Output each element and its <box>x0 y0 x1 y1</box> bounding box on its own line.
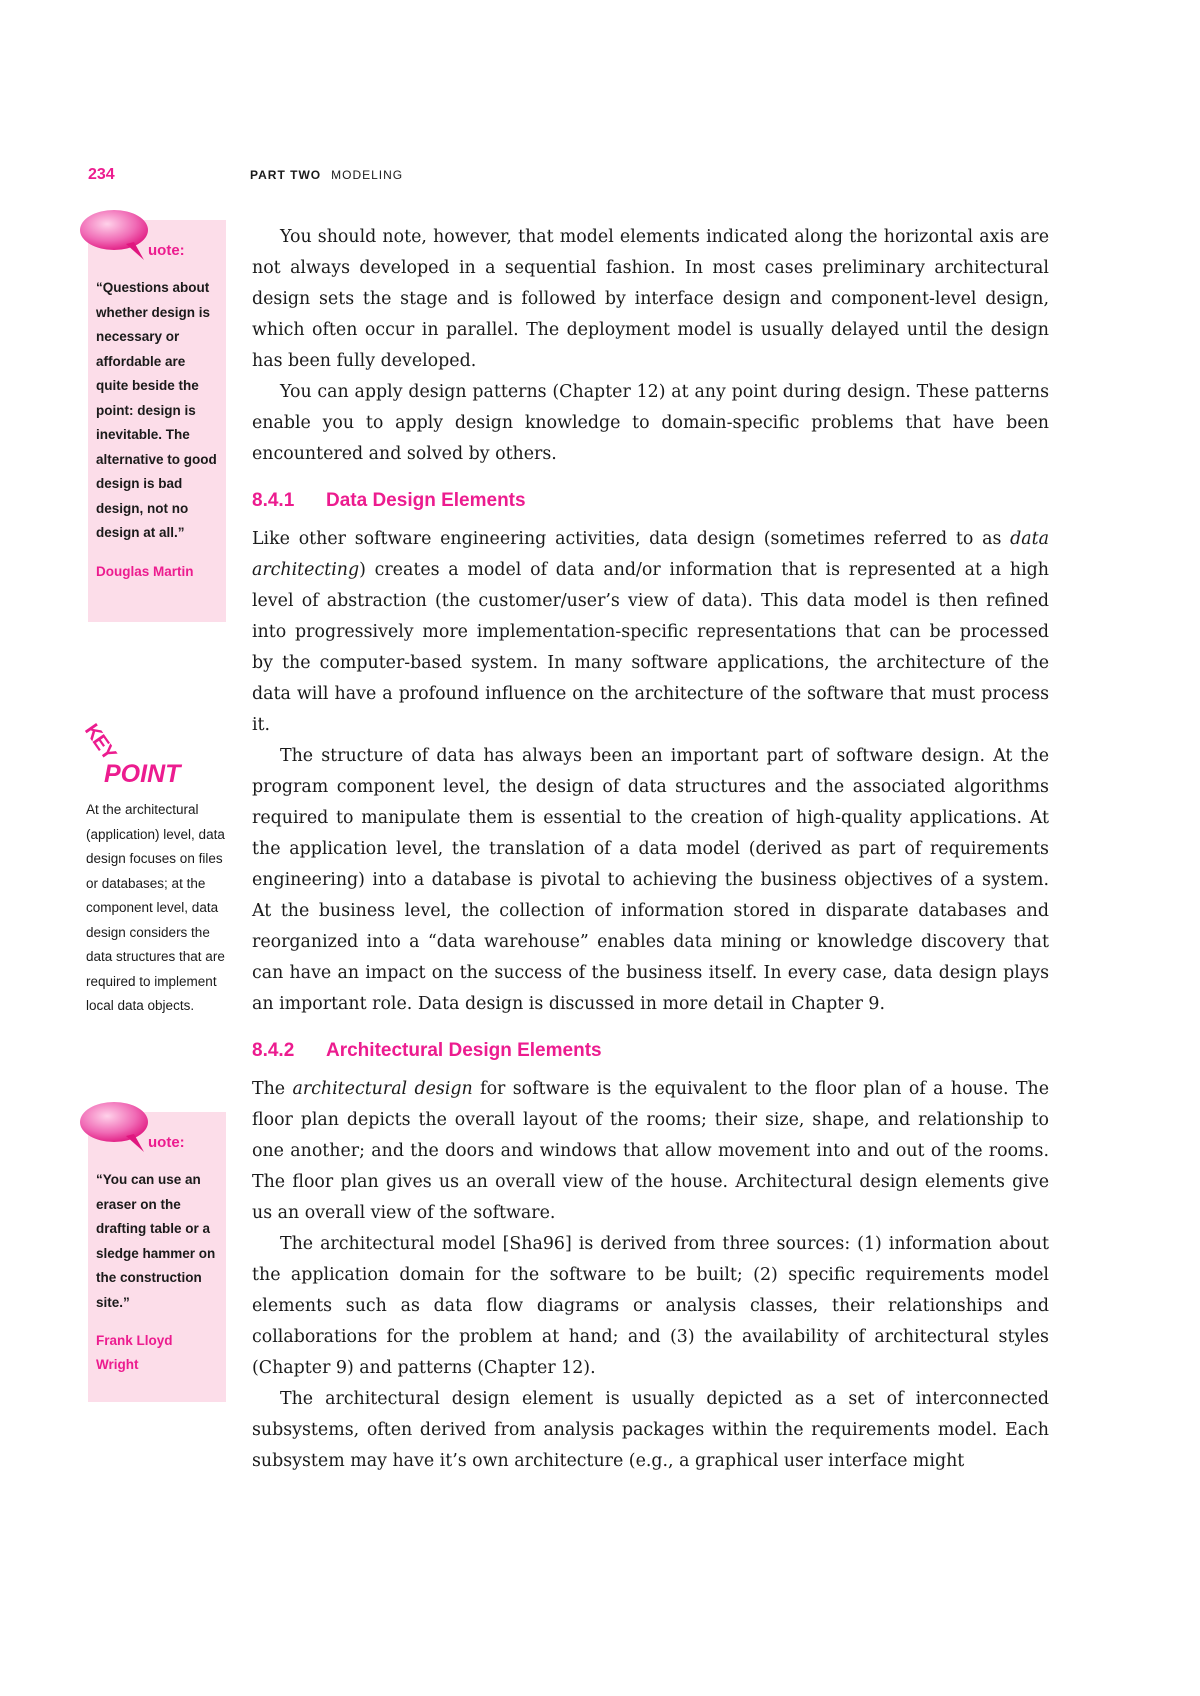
section-number: 8.4.2 <box>252 1040 295 1061</box>
quote-bubble-icon <box>78 204 158 264</box>
section-label: MODELING <box>331 168 404 182</box>
key-label: KEY <box>79 720 120 764</box>
paragraph: The structure of data has always been an important part of software design. At the program component level, the design of data structures and the associated algorithms required to manipulate them is essential to the creation of high-quality applications. At the application level, the translation of a data model (derived as part of requirements engineering) into a database is pivotal to achieving the business objectives of a system. At the business level, the collection of information stored in disparate databases and reorganized into a “data warehouse” enables data mining or knowledge discovery that can have an impact on the success of the business itself. In every case, data design plays an important role. Data design is discussed in more detail in Chapter 9. <box>252 746 1049 1014</box>
text-run: for software is the equivalent to the floor plan of a house. The floor plan depicts the overall layout of the rooms; their size, shape, and relationship to one another; and the doors and windows that allow movement into and out of the rooms. The floor plan gives us an overall view of the house. Architectural design elements give us an overall view of the software. <box>252 1079 1050 1223</box>
section-title: Architectural Design Elements <box>326 1040 602 1061</box>
page-header <box>88 166 1048 186</box>
key-point-box <box>79 720 236 1019</box>
quote-author: Douglas Martin <box>96 563 194 579</box>
key-point-logo <box>79 720 236 792</box>
quote-text: “Questions about whether design is necessary or affordable are quite beside the point: design is inevitable. The alternative to good design is bad design, not no design at all.” <box>96 280 217 540</box>
section-heading-8-4-2 <box>252 1038 1049 1064</box>
paragraph: The architectural design element is usually depicted as a set of interconnected subsystems, often derived from analysis packages within the requirements model. Each subsystem may have it’s own architecture (e.g., a graphical user interface might <box>252 1389 1049 1471</box>
paragraph: You should note, however, that model elements indicated along the horizontal axis are not always developed in a sequential fashion. In most cases preliminary architectural design sets the stage and is followed by interface design and component-level design, which often occur in parallel. The deployment model is usually delayed until the design has been fully developed. <box>252 227 1049 371</box>
key-point-text: At the architectural (application) level, data design focuses on files or databases; at the component level, data design considers the data structures that are required to implement local data objects. <box>86 802 225 1013</box>
text-run: The <box>252 1079 293 1099</box>
paragraph: The architectural model [Sha96] is derived from three sources: (1) information about the application domain for the software to be built; (2) specific requirements model elements such as data flow diagrams or analysis classes, their relationships and collaborations for the problem at hand; and (3) the availability of architectural styles (Chapter 9) and patterns (Chapter 12). <box>252 1234 1049 1378</box>
main-text <box>252 222 1049 1477</box>
quote-text: “You can use an eraser on the drafting table or a sledge hammer on the construction site.” <box>96 1172 216 1310</box>
sidebar-quote-box <box>88 220 226 622</box>
running-head <box>250 168 403 182</box>
section-number: 8.4.1 <box>252 490 295 511</box>
emphasis: data architecting <box>252 529 1049 580</box>
section-title: Data Design Elements <box>326 490 526 511</box>
text-run: Like other software engineering activities, data design (sometimes referred to as <box>252 529 1011 549</box>
quote-label: uote: <box>148 242 185 259</box>
paragraph: You can apply design patterns (Chapter 12) at any point during design. These patterns enable you to apply design knowledge to domain-specific problems that have been encountered and solved by others. <box>252 382 1049 464</box>
quote-logo <box>96 220 218 276</box>
part-label: PART TWO <box>250 168 322 182</box>
text-run: ) creates a model of data and/or information that is represented at a high level of abstraction (the customer/user’s view of data). This data model is then refined into progressively more implementation-specific representations that can be processed by the computer-based system. In many software applications, the architecture of the data will have a profound influence on the architecture of the software that must process it. <box>252 560 1049 735</box>
section-heading-8-4-1 <box>252 488 1049 514</box>
paragraph <box>252 1074 1049 1229</box>
quote-label: uote: <box>148 1134 185 1151</box>
quote-author: Frank Lloyd Wright <box>96 1333 173 1372</box>
paragraph <box>252 524 1049 741</box>
quote-bubble-icon <box>78 1096 158 1156</box>
point-label: POINT <box>104 760 181 788</box>
page-number: 234 <box>88 166 115 183</box>
emphasis: architectural design <box>292 1079 473 1099</box>
quote-logo <box>96 1112 218 1168</box>
sidebar-quote-box-2 <box>88 1112 226 1402</box>
